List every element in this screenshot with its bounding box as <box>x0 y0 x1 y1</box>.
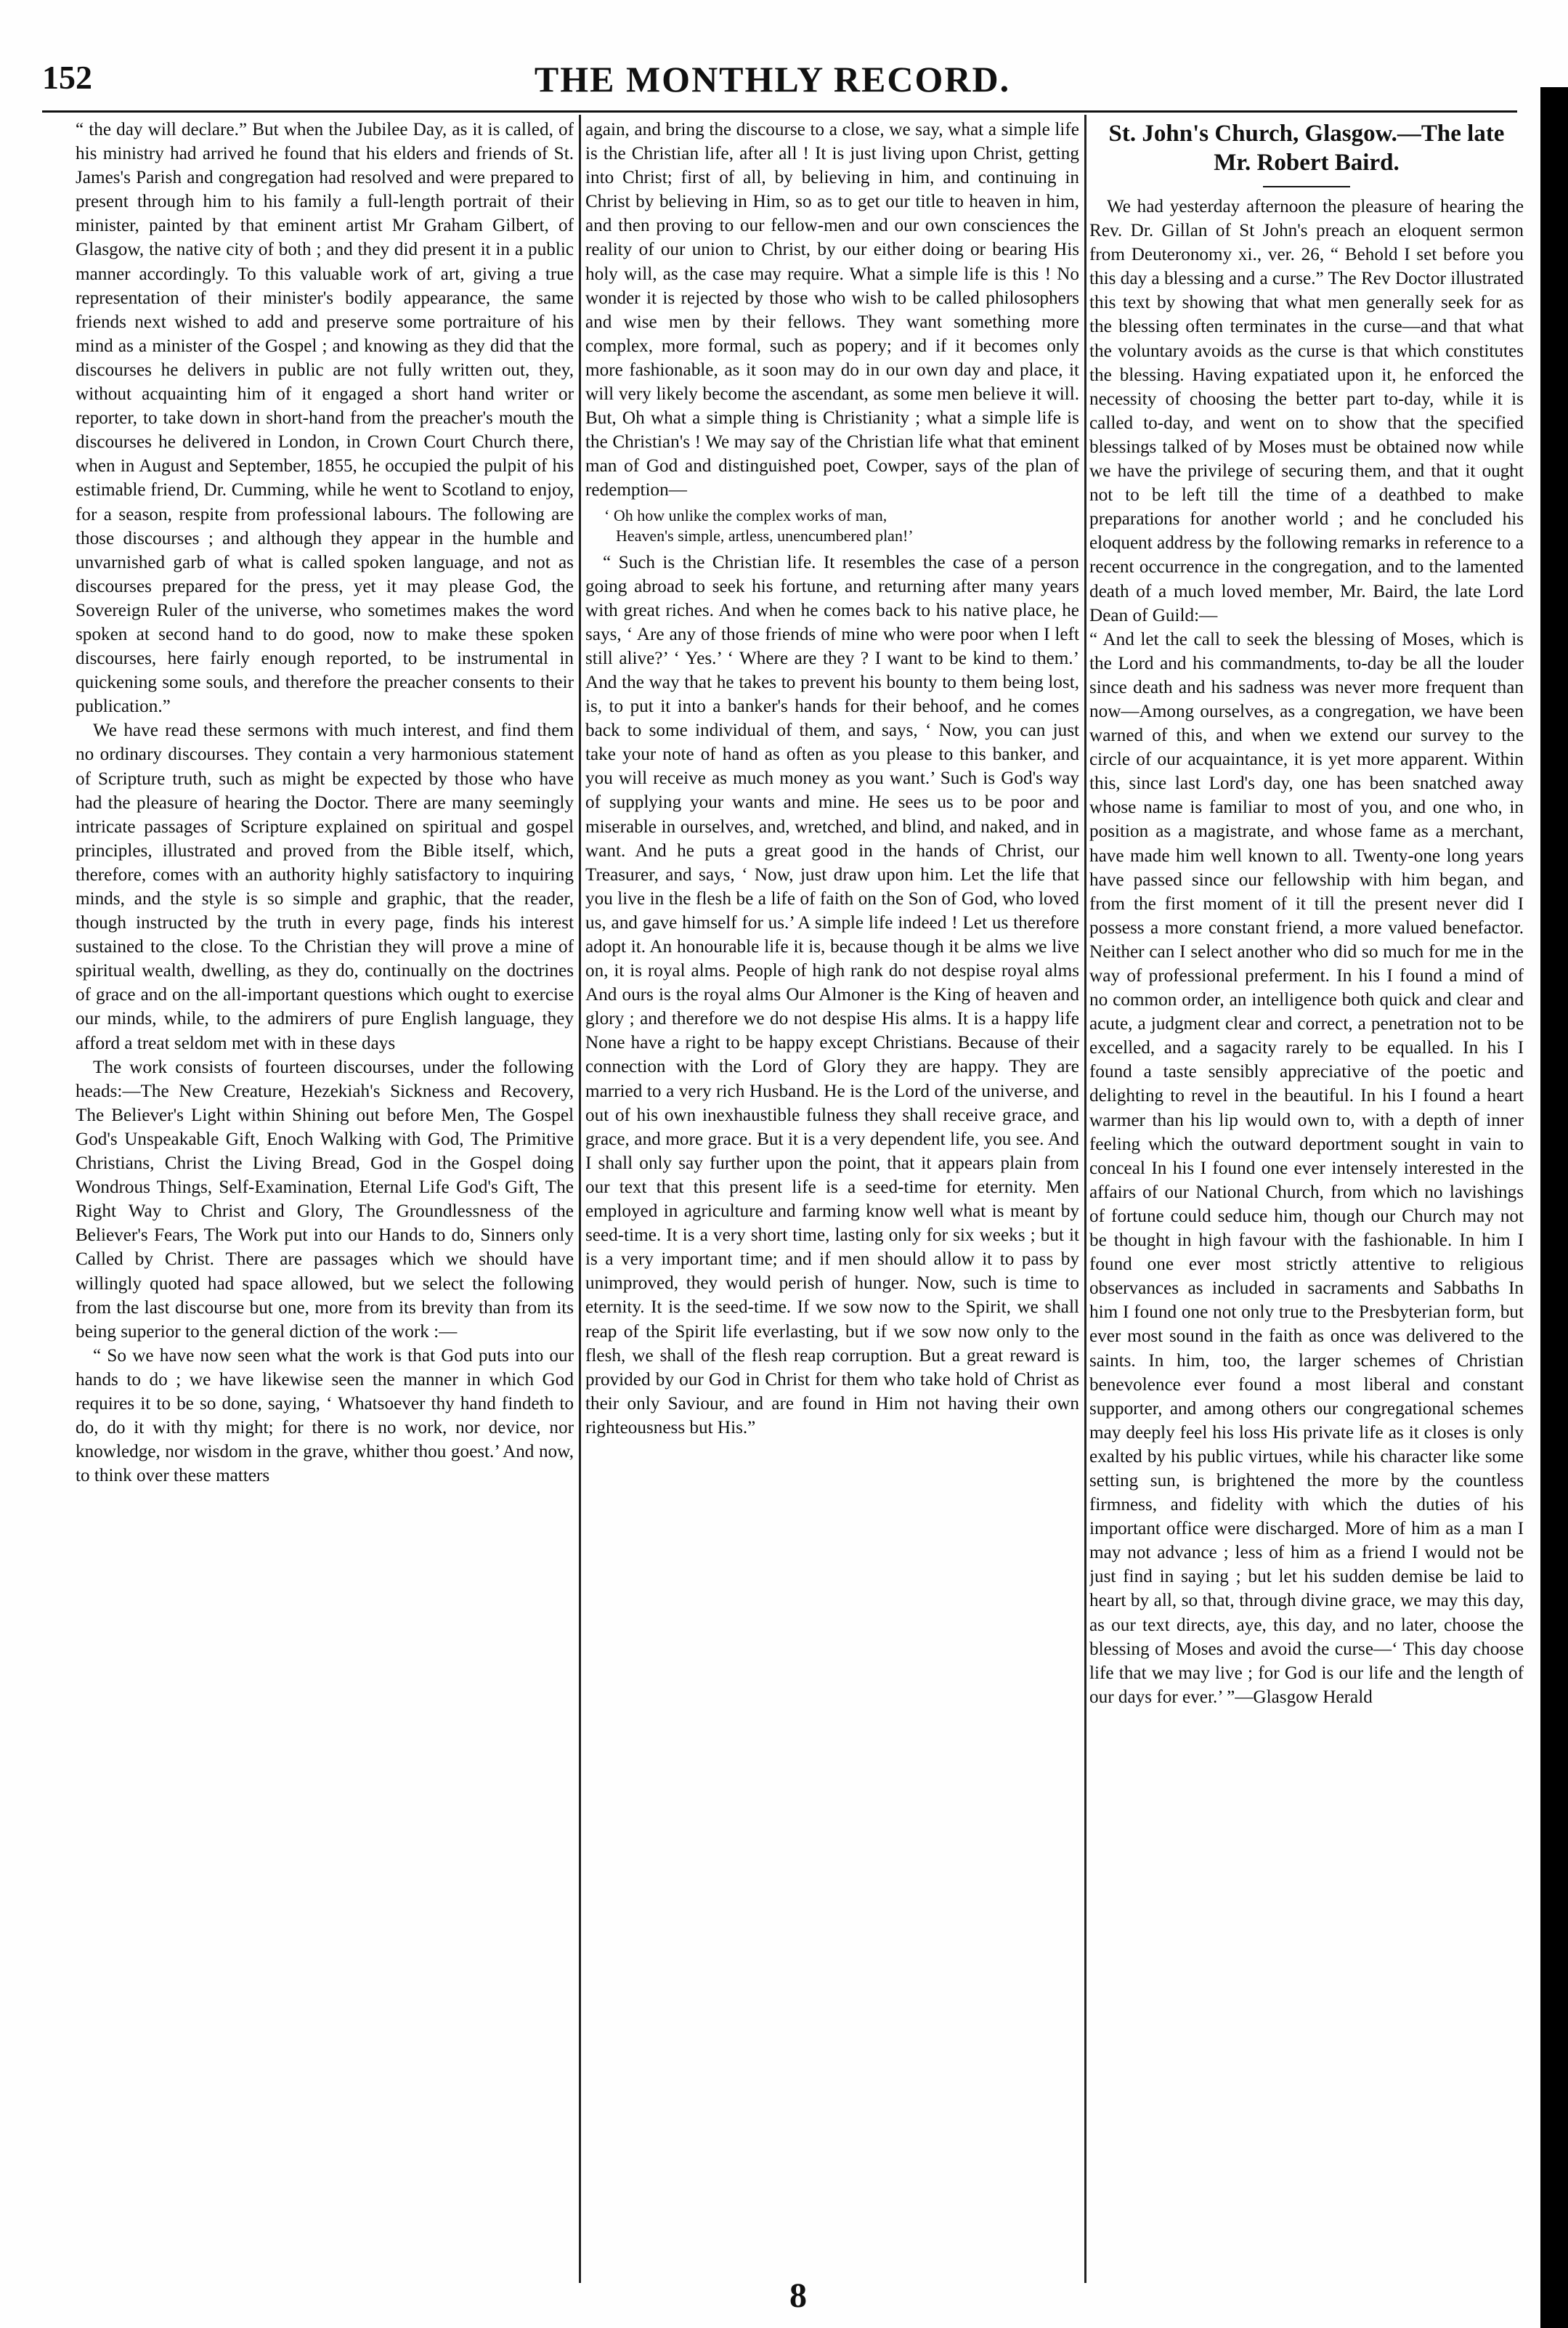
paragraph: “ So we have now seen what the work is that God puts into our hands to do ; we have likewise seen the manner in which God requires it to be so done, saying, ‘ Whatsoever thy hand findeth to do, do it with thy might; for there is no work, nor device, nor knowledge, nor wisdom in the grave, whither thou goest.’ And now, to think over these matters <box>76 1345 574 1486</box>
poem-quote <box>585 503 1079 551</box>
paragraph: “ the day will declare.” But when the Jubilee Day, as it is called, of his ministry had arrived he found that his elders and friends of St. James's Parish and congregation had resolved and were prepared to present through him to his family a full-length portrait of their minister, painted by that eminent artist Mr Graham Gilbert, of Glasgow, the native city of both ; and they did present it in a public manner accordingly. To this valuable work of art, giving a true representation of their minister's bodily appearance, the same friends next wished to add and preserve some portraiture of his mind as a minister of the Gospel ; and knowing as they did that the discourses he delivers in public are not fully written out, they, without acquainting him of it engaged a short hand writer or reporter, to take down in short-hand from the preacher's mouth the discourses he delivered in London, in Crown Court Church there, when in August and September, 1855, he occupied the pulpit of his estimable friend, Dr. Cumming, while he went to Scotland to enjoy, for a season, respite from professional labours. The following are those discourses ; and although they appear in the humble and unvarnished garb of what is called spoken language, and not as discourses prepared for the press, yet it may please God, the Sovereign Ruler of the universe, who sometimes makes the word spoken at second hand to do good, now to make these spoken discourses, here fairly enough reported, to be instrumental in quickening some souls, and therefore the preacher consents to their publication.” <box>76 120 574 717</box>
paragraph: “ And let the call to seek the blessing of Moses, which is the Lord and his commandments, to-day be all the louder since death and his sadness was never more frequent than now—Among ourselves, as a congregation, we have been warned of this, and when we extend our survey to the circle of our acquaintance, it is yet more apparent. Within this, since last Lord's day, one has been snatched away whose name is familiar to most of you, and one who, in position as a magistrate, and whose fame as a merchant, have made him well known to all. Twenty-one long years have passed since our fellowship with him began, and from the first moment of it till the present never did I possess a more constant friend, a more valued benefactor. Neither can I select another who did so much for me in the way of professional preferment. In his I found a mind of no common order, an intelligence both quick and clear and acute, a judgment clear and correct, a penetration not to be excelled, and a sagacity rarely to be equalled. In his I found a taste sensibly appreciative of the poetic and delighting to revel in the beautiful. In his I found a heart warmer than his lip would own to, with a depth of inner feeling which the outward deportment sought in vain to conceal In his I found one ever intensely interested in the affairs of our National Church, from which no lavishings of fortune could seduce him, though our Church may not be thought in high favour with the fashionable. In him I found one ever most strictly attentive to religious observances as included in sacraments and Sabbaths In him I found one not only true to the Presbyterian form, but ever most sound in the faith as once was delivered to the saints. In him, too, the larger schemes of Christian benevolence ever found a most liberal and constant supporter, and among others our congregational schemes may deeply feel his loss His private life as it closes is only exalted by his public virtues, while his character like some setting sun, is brightened the more by the countless firmness, and fidelity with which the duties of his important office were discharged. More of him as a man I may not advance ; less of him as a friend I would not be just find in saying ; but let his sudden demise be laid to heart by all, so that, through divine grace, we may this day, as our text directs, aye, this day, and no later, choose the blessing of Moses and avoid the curse—‘ This day choose life that we may live ; for God is our life and the length of our days for ever.’ ”—Glasgow Herald <box>1089 629 1524 1707</box>
column-left <box>76 118 574 2260</box>
column-divider <box>579 115 581 2283</box>
paragraph: The work consists of fourteen discourses, under the following heads:—The New Creature, Hezekiah's Sickness and Recovery, The Believer's Light within Shining out before Men, The Gospel God's Unspeakable Gift, Enoch Walking with God, The Primitive Christians, Christ the Living Bread, God in the Gospel doing Wondrous Things, Self-Examination, Eternal Life God's Gift, The Right Way to Christ and Glory, The Groundlessness of the Believer's Fears, The Work put into our Hands to do, Sinners only Called by Christ. There are passages which we should have willingly quoted had space allowed, but we select the following from the last discourse but one, more from its brevity than from its being superior to the general diction of the work :— <box>76 1057 574 1342</box>
paragraph: We had yesterday afternoon the pleasure of hearing the Rev. Dr. Gillan of St John's preach an eloquent sermon from Deuteronomy xi., ver. 26, “ Behold I set before you this day a blessing and a curse.” The Rev Doctor illustrated this text by showing that what men generally seek for as the blessing often terminates in the curse—and that what the voluntary avoids as the curse is that which constitutes the blessing. Having expatiated upon it, he enforced the necessity of choosing the better part to-day, while it is called to-day, and went on to show that the specified blessings talked of by Moses must be obtained now while we have the privilege of securing them, and that it ought not to be left till the time of a deathbed to make preparations for another world ; and he concluded his eloquent address by the following remarks in reference to a recent occurrence in the congregation, and to the lamented death of a much loved member, Mr. Baird, the late Lord Dean of Guild:— <box>1089 197 1524 625</box>
article-title-line: Mr. Robert Baird. <box>1214 150 1400 176</box>
column-right <box>1089 118 1524 2260</box>
paragraph: again, and bring the discourse to a close, we say, what a simple life is the Christian life, after all ! It is just living upon Christ, getting into Christ; first of all, by believing in him, and continuing in Christ by believing in Him, so as to get our title to heaven in him, and then proving to our fellow-men and our own consciences the reality of our union to Christ, by our either doing or bearing His holy will, as the case may require. What a simple life is this ! No wonder it is rejected by those who wish to be called philosophers and wise men by their fellows. They want something more complex, more formal, such as popery; and if it becomes only more fashionable, as it soon may do in our own day and place, it will very likely become the ascendant, as some men believe it will. But, Oh what a simple thing is Christianity ; what a simple life is the Christian's ! We may say of the Christian life what that eminent man of God and distinguished poet, Cowper, says of the plan of redemption— <box>585 120 1079 500</box>
quote-line: ‘ Oh how unlike the complex works of man, <box>604 506 887 524</box>
column-middle <box>585 118 1079 2260</box>
column-divider <box>1084 115 1086 2283</box>
article-title-line: St. John's Church, Glasgow.—The late <box>1108 121 1505 147</box>
article-title <box>1089 119 1524 177</box>
header-rule <box>42 110 1517 113</box>
paragraph: “ Such is the Christian life. It resembles the case of a person going abroad to seek his fortune, and returning after many years with great riches. And when he comes back to his native place, he says, ‘ Are any of those friends of mine who were poor when I left still alive?’ ‘ Yes.’ ‘ Where are they ? I want to be kind to them.’ And the way that he takes to prevent his bounty to them being lost, is, to put it into a banker's hands for their behoof, and he comes back to some individual of them, and says, ‘ Now, you can just take your note of hand as often as you please to this banker, and you will receive as much money as you want.’ Such is God's way of supplying your wants and mine. He sees us to be poor and miserable in ourselves, and, wretched, and blind, and naked, and in want. And he puts a great good in the hands of Christ, our Treasurer, and says, ‘ Now, just draw upon him. Let the life that you live in the flesh be a life of faith on the Son of God, who loved us, and gave himself for us.’ A simple life indeed ! Let us therefore adopt it. An honourable life it is, because though it be alms we live on, it is royal alms. People of high rank do not despise royal alms And ours is the royal alms Our Almoner is the King of heaven and glory ; and therefore we do not despise His alms. It is a happy life None have a right to be happy except Christians. Because of their connection with the Lord of Glory they are happy. They are married to a very rich Husband. He is the Lord of the universe, and out of his own inexhaustible fulness they shall receive grace, and grace, and more grace. But it is a very dependent life, you see. And I shall only say further upon the point, that it appears plain from our text that this present life is a seed-time for eternity. Men employed in agriculture and farming know well what is meant by seed-time. It is a very short time, lasting only for six weeks ; but it is a very important time; and if men should allow it to pass by unimproved, they would perish of hunger. Now, such is time to eternity. It is the seed-time. If we sow now to the Spirit, we shall reap of the Spirit life everlasting, but if we sow now only to the flesh, we shall of the flesh reap corruption. But a great reward is provided by our God in Christ for them who take hold of Christ as their only Saviour, and are found in Him not having their own righteousness but His.” <box>585 552 1079 1437</box>
journal-title: THE MONTHLY RECORD. <box>534 59 1011 100</box>
paragraph: We have read these sermons with much interest, and find them no ordinary discourses. They contain a very harmonious statement of Scripture truth, such as might be expected by those who have had the pleasure of hearing the Doctor. There are many seemingly intricate passages of Scripture explained on spiritual and gospel principles, illustrated and proved from the Bible itself, which, therefore, comes with an authority highly satisfactory to inquiring minds, and the style is so simple and graphic, that the reader, though instructed by the truth in every page, finds his interest sustained to the close. To the Christian they will prove a mine of spiritual wealth, dwelling, as they do, continually on the doctrines of grace and on the all-important questions which ought to exercise our minds, while, to the admirers of pure English language, they afford a treat seldom met with in these days <box>76 721 574 1053</box>
running-head <box>42 58 1503 109</box>
quote-line: Heaven's simple, artless, unencumbered plan!’ <box>616 526 914 545</box>
title-rule <box>1263 186 1350 187</box>
page-number: 152 <box>42 59 92 96</box>
scan-edge-shadow <box>1540 87 1568 2328</box>
signature-mark: 8 <box>789 2276 807 2315</box>
